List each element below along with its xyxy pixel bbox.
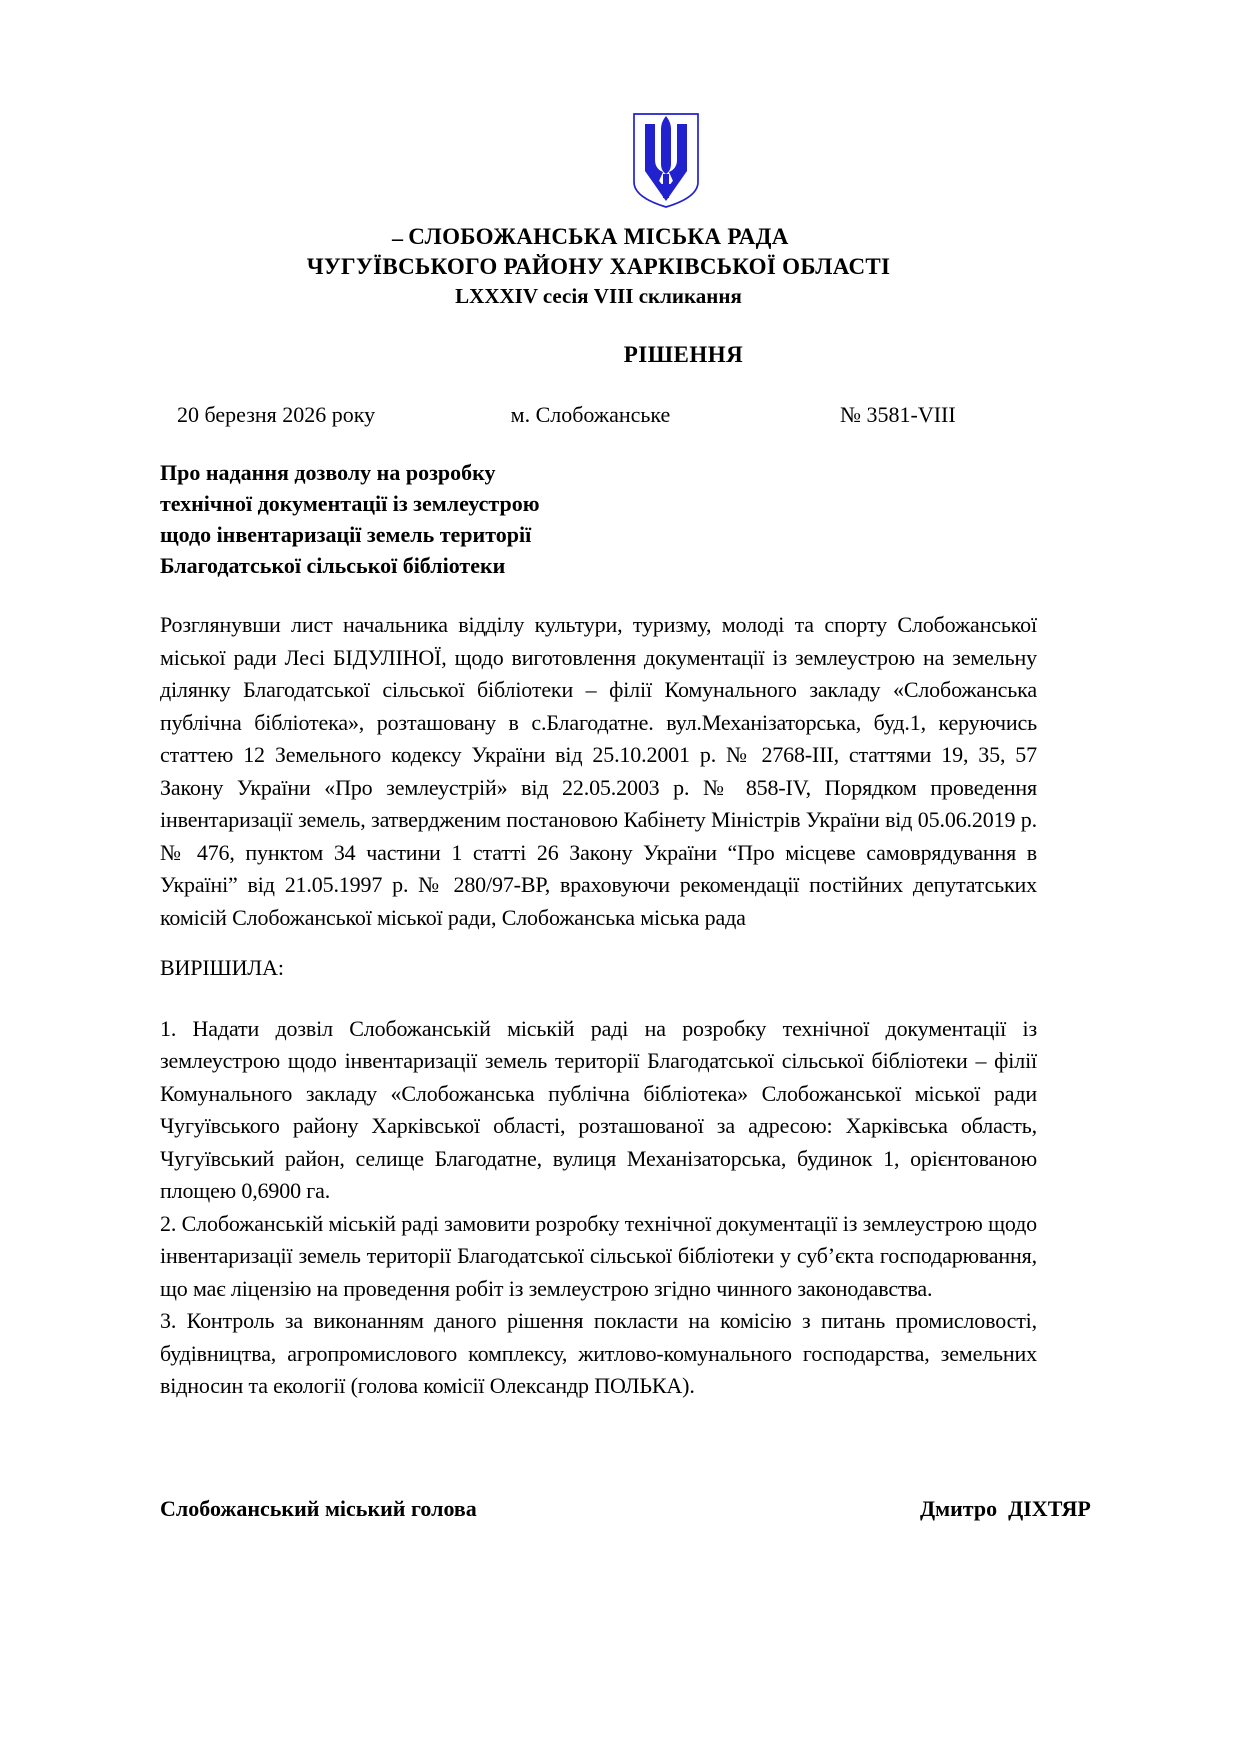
signer-name: Дмитро ДІХТЯР bbox=[920, 1496, 1091, 1521]
session-line: LXXXIV сесія VIII скликання bbox=[455, 284, 742, 308]
stray-mark: _ bbox=[392, 218, 403, 243]
resolution-items bbox=[160, 1013, 1037, 1403]
document-type-title: РІШЕННЯ bbox=[623, 342, 744, 367]
document-number: № 3581-VIII bbox=[840, 402, 956, 427]
org-name-line2: ЧУГУЇВСЬКОГО РАЙОНУ ХАРКІВСЬКОЇ ОБЛАСТІ bbox=[306, 254, 891, 279]
document-place: м. Слобожанське bbox=[510, 402, 671, 427]
signature-row bbox=[160, 1494, 1180, 1524]
subject-line: Благодатської сільської бібліотеки bbox=[160, 553, 506, 578]
subject-line: Про надання дозволу на розробку bbox=[160, 460, 496, 485]
org-header bbox=[160, 218, 1037, 310]
meta-row bbox=[160, 402, 1037, 433]
subject-line: щодо інвентаризації земель території bbox=[160, 522, 532, 547]
org-name-line1: СЛОБОЖАНСЬКА МІСЬКА РАДА bbox=[408, 224, 789, 249]
emblem-row bbox=[160, 0, 1037, 210]
ukraine-trident-emblem-icon bbox=[629, 112, 703, 210]
subject-block bbox=[160, 457, 1037, 581]
preamble-paragraph: Розглянувши лист начальника відділу культури, туризму, молоді та спорту Слобожанської міської ради Лесі БІДУЛІНОЇ, щодо виготовлення документації із землеустрою на земельну ділянку Благодатської сільської бібліотеки – філії Комунального закладу «Слобожанська публічна бібліотека», розташовану в с.Благодатне. вул.Механізаторська, буд.1, керуючись статтею 12 Земельного кодексу України від 25.10.2001 р. № 2768-III, статтями 19, 35, 57 Закону України «Про землеустрій» від 22.05.2003 р. № 858-IV, Порядком проведення інвентаризації земель, затвердженим постановою Кабінету Міністрів України від 05.06.2019 р. № 476, пунктом 34 частини 1 статті 26 Закону України “Про місцеве самоврядування в Україні” від 21.05.1997 р. № 280/97-ВР, враховуючи рекомендації постійних депутатських комісій Слобожанської міської ради, Слобожанська міська рада bbox=[160, 612, 1037, 930]
signer-title: Слобожанський міський голова bbox=[160, 1496, 477, 1521]
subject-line: технічної документації із землеустрою bbox=[160, 491, 540, 516]
resolution-item-3: 3. Контроль за виконанням даного рішення покласти на комісію з питань промисловості, будівництва, агропромислового комплексу, житлово-комунального господарства, земельних відносин та екології (голова комісії Олександр ПОЛЬКА). bbox=[160, 1308, 1037, 1398]
resolution-item-1: 1. Надати дозвіл Слобожанській міській раді на розробку технічної документації із землеустрою щодо інвентаризації земель території Благодатської сільської бібліотеки – філії Комунального закладу «Слобожанська публічна бібліотека» Слобожанської міської ради Чугуївського району Харківської області, розташованої за адресою: Харківська область, Чугуївський район, селище Благодатне, вулиця Механізаторська, будинок 1, орієнтованою площею 0,6900 га. bbox=[160, 1015, 1037, 1203]
resolution-item-2: 2. Слобожанській міській раді замовити розробку технічної документації із землеустрою щодо інвентаризації земель території Благодатської сільської бібліотеки у суб’єкта господарювання, що має ліцензію на проведення робіт із землеустрою згідно чинного законодавства. bbox=[160, 1210, 1037, 1301]
resolved-label: ВИРІШИЛА: bbox=[160, 955, 284, 980]
document-date: 20 березня 2026 року bbox=[177, 402, 376, 427]
